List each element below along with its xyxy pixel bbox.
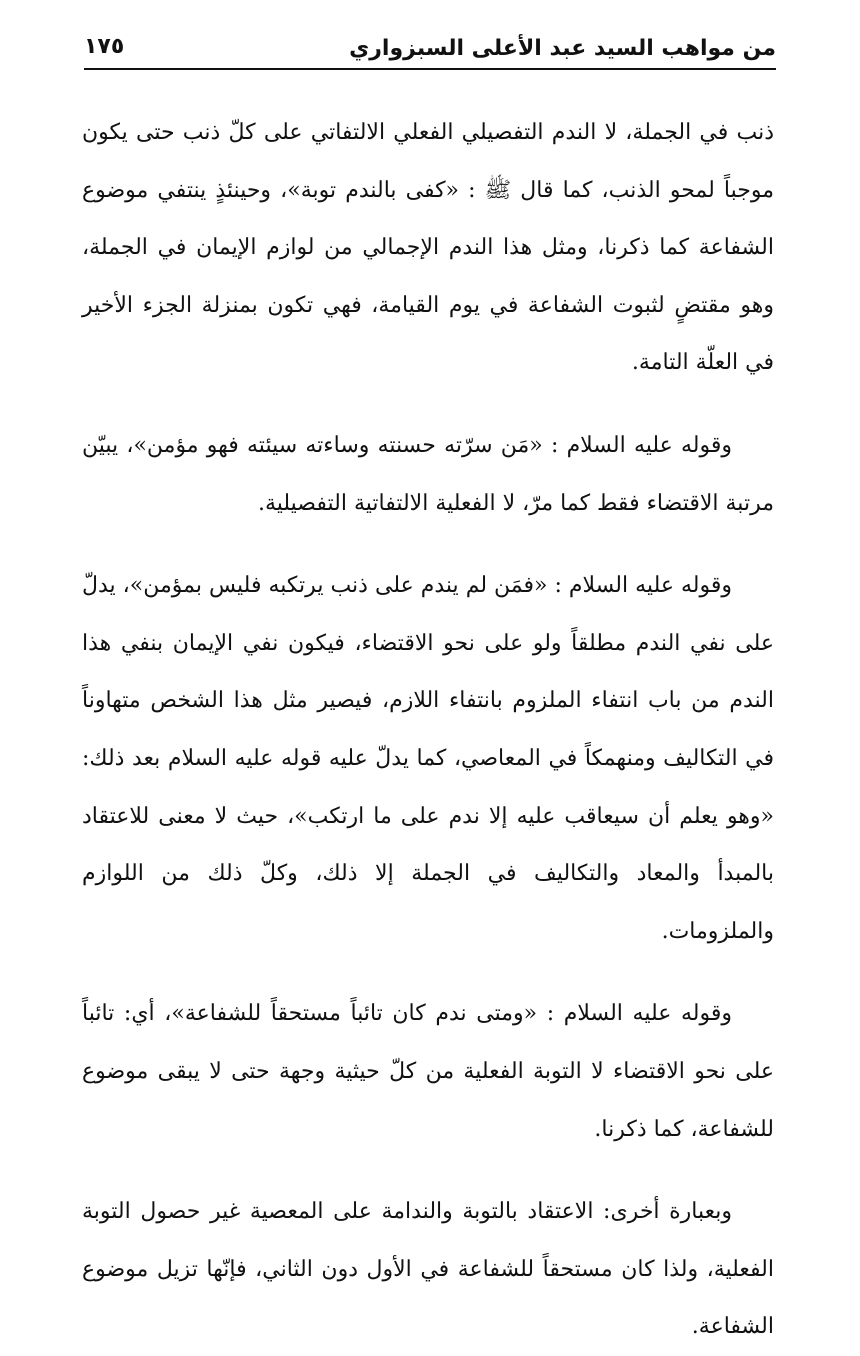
header-divider [84, 68, 776, 70]
body-text [82, 104, 774, 1356]
paragraph-3: وقوله عليه السلام : «فمَن لم يندم على ذنب يرتكبه فليس بمؤمن»، يدلّ على نفي الندم مطلقاً ولو على نحو الاقتضاء، فيكون نفي الإيمان بنفي هذا الندم من باب انتفاء الملزوم بانتفاء اللازم، فيصير مثل هذا الشخص متهاوناً في التكاليف ومنهمكاً في المعاصي، كما يدلّ عليه قوله عليه السلام بعد ذلك: «وهو يعلم أن سيعاقب عليه إلا ندم على ما ارتكب»، حيث لا معنى للاعتقاد بالمبدأ والمعاد والتكاليف في الجملة إلا ذلك، وكلّ ذلك من اللوازم والملزومات. [82, 573, 774, 944]
paragraph-2: وقوله عليه السلام : «مَن سرّته حسنته وساءته سيئته فهو مؤمن»، يبيّن مرتبة الاقتضاء فقط كما مرّ، لا الفعلية الالتفاتية التفصيلية. [82, 432, 774, 516]
paragraph-1: ذنب في الجملة، لا الندم التفصيلي الفعلي الالتفاتي على كلّ ذنب حتى يكون موجباً لمحو الذنب، كما قال ﷺ : «كفى بالندم توبة»، وحينئذٍ ينتفي موضوع الشفاعة كما ذكرنا، ومثل هذا الندم الإجمالي من لوازم الإيمان في الجملة، وهو مقتضٍ لثبوت الشفاعة في يوم القيامة، فهي تكون بمنزلة الجزء الأخير في العلّة التامة. [82, 120, 774, 376]
page-header [84, 24, 776, 70]
page-number: ١٧٥ [84, 34, 125, 59]
paragraph-5: وبعبارة أخرى: الاعتقاد بالتوبة والندامة على المعصية غير حصول التوبة الفعلية، ولذا كان مستحقاً للشفاعة في الأول دون الثاني، فإنّها تزيل موضوع الشفاعة. [82, 1199, 774, 1340]
running-title: من مواهب السيد عبد الأعلى السبزواري [349, 36, 776, 61]
paragraph-4: وقوله عليه السلام : «ومتى ندم كان تائباً مستحقاً للشفاعة»، أي: تائباً على نحو الاقتضاء لا التوبة الفعلية من كلّ حيثية وجهة حتى لا يبقى موضوع للشفاعة، كما ذكرنا. [82, 1001, 774, 1142]
